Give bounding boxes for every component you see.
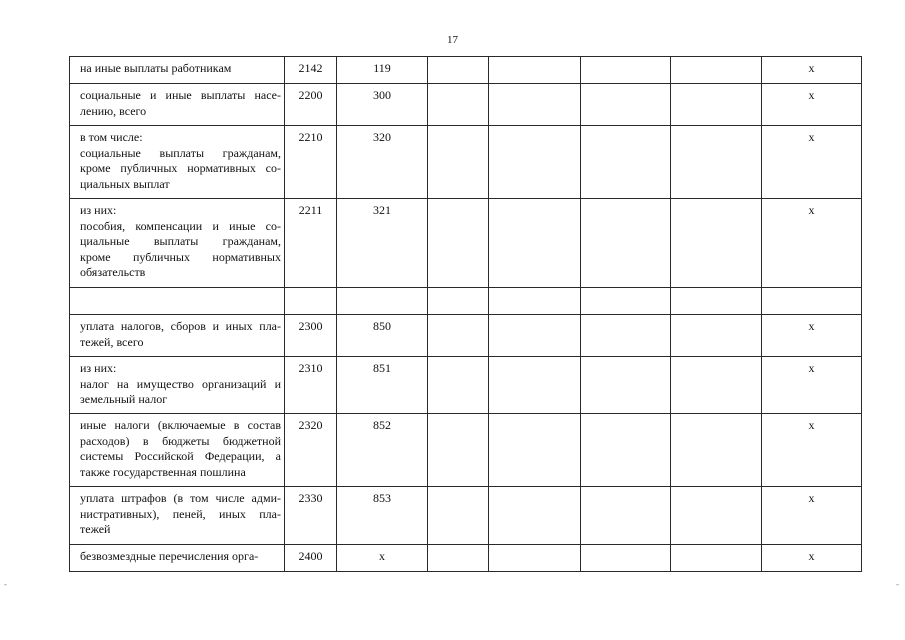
- empty-cell: [581, 84, 671, 126]
- table-row: [70, 545, 862, 572]
- empty-cell: [671, 126, 762, 199]
- empty-cell: [489, 57, 581, 84]
- row-code: 2310: [285, 357, 337, 414]
- empty-cell: [581, 57, 671, 84]
- empty-cell: [428, 357, 489, 414]
- row-last-column: х: [762, 357, 862, 414]
- table-row: [70, 199, 862, 288]
- row-description: [70, 126, 285, 199]
- description-line: в том числе:: [80, 130, 143, 144]
- empty-cell: [581, 288, 671, 315]
- empty-cell: [671, 199, 762, 288]
- description-line: налог на имущество организаций и: [80, 376, 281, 391]
- row-description: [70, 199, 285, 288]
- table-body: [70, 57, 862, 572]
- empty-cell: [581, 545, 671, 572]
- row-code: 2211: [285, 199, 337, 288]
- description-line: безвозмездные перечисления орга-: [80, 549, 259, 563]
- description-line: расходов) в бюджеты бюджетной: [80, 433, 281, 448]
- empty-cell: [581, 414, 671, 487]
- empty-cell: [581, 126, 671, 199]
- row-last-column: х: [762, 84, 862, 126]
- row-description: [70, 545, 285, 572]
- empty-cell: [489, 126, 581, 199]
- empty-cell: [671, 357, 762, 414]
- empty-cell: [671, 288, 762, 315]
- row-expense-code: 300: [337, 84, 428, 126]
- empty-cell: [489, 199, 581, 288]
- empty-cell: [489, 545, 581, 572]
- empty-cell: [428, 414, 489, 487]
- description-line: обязательств: [80, 265, 146, 279]
- left-edge-mark: -: [4, 579, 7, 589]
- row-last-column: х: [762, 545, 862, 572]
- row-description: [70, 487, 285, 545]
- table-row: [70, 414, 862, 487]
- description-line: тежей, всего: [80, 334, 144, 349]
- row-last-column: х: [762, 57, 862, 84]
- empty-cell: [671, 414, 762, 487]
- row-code: 2330: [285, 487, 337, 545]
- description-line: кроме публичных нормативных со-: [80, 161, 281, 175]
- description-line: из них:: [80, 203, 117, 217]
- empty-cell: [489, 487, 581, 545]
- row-expense-code: 852: [337, 414, 428, 487]
- description-line: земельный налог: [80, 392, 168, 406]
- right-edge-mark: -: [896, 579, 899, 589]
- row-code: 2210: [285, 126, 337, 199]
- empty-cell: [428, 57, 489, 84]
- empty-cell: [671, 57, 762, 84]
- empty-cell: [428, 84, 489, 126]
- description-line: уплата штрафов (в том числе адми-: [80, 491, 281, 505]
- row-code: [285, 288, 337, 315]
- row-code: 2142: [285, 57, 337, 84]
- description-line: уплата налогов, сборов и иных пла-: [80, 319, 281, 333]
- row-expense-code: 853: [337, 487, 428, 545]
- row-expense-code: 119: [337, 57, 428, 84]
- empty-cell: [489, 414, 581, 487]
- row-description: [70, 414, 285, 487]
- empty-cell: [671, 545, 762, 572]
- empty-cell: [581, 315, 671, 357]
- empty-cell: [489, 357, 581, 414]
- description-line: также государственная пошлина: [80, 464, 246, 479]
- description-line: кроме публичных нормативных: [80, 249, 281, 264]
- row-code: 2200: [285, 84, 337, 126]
- table-row: [70, 315, 862, 357]
- empty-cell: [428, 126, 489, 199]
- row-code: 2300: [285, 315, 337, 357]
- description-line: на иные выплаты работникам: [80, 61, 232, 75]
- description-line: циальных выплат: [80, 176, 170, 191]
- row-last-column: х: [762, 199, 862, 288]
- row-last-column: х: [762, 126, 862, 199]
- description-line: социальные выплаты гражданам,: [80, 145, 281, 160]
- table-row: [70, 126, 862, 199]
- row-expense-code: х: [337, 545, 428, 572]
- row-description: [70, 57, 285, 84]
- empty-cell: [428, 545, 489, 572]
- description-line: лению, всего: [80, 103, 147, 118]
- empty-cell: [489, 288, 581, 315]
- empty-cell: [428, 315, 489, 357]
- description-line: социальные и иные выплаты насе-: [80, 88, 281, 102]
- description-line: иные налоги (включаемые в состав: [80, 418, 281, 432]
- page-number: 17: [447, 34, 458, 46]
- empty-cell: [671, 315, 762, 357]
- table-row: [70, 487, 862, 545]
- row-description: [70, 315, 285, 357]
- budget-table: [69, 56, 862, 572]
- empty-cell: [671, 84, 762, 126]
- row-expense-code: 850: [337, 315, 428, 357]
- empty-cell: [489, 315, 581, 357]
- description-line: нистративных), пеней, иных пла-: [80, 506, 281, 521]
- row-description: [70, 288, 285, 315]
- row-expense-code: 851: [337, 357, 428, 414]
- table-row: [70, 357, 862, 414]
- empty-cell: [581, 199, 671, 288]
- description-line: системы Российской Федерации, а: [80, 449, 281, 463]
- empty-cell: [428, 199, 489, 288]
- description-line: циальные выплаты гражданам,: [80, 234, 281, 248]
- row-last-column: х: [762, 487, 862, 545]
- row-description: [70, 357, 285, 414]
- description-line: пособия, компенсации и иные со-: [80, 218, 281, 233]
- row-description: [70, 84, 285, 126]
- row-last-column: [762, 288, 862, 315]
- empty-cell: [581, 357, 671, 414]
- description-line: тежей: [80, 522, 111, 536]
- description-line: из них:: [80, 361, 117, 375]
- row-expense-code: 321: [337, 199, 428, 288]
- empty-cell: [428, 288, 489, 315]
- empty-cell: [581, 487, 671, 545]
- empty-cell: [428, 487, 489, 545]
- table-row: [70, 288, 862, 315]
- table-row: [70, 84, 862, 126]
- row-code: 2400: [285, 545, 337, 572]
- table-row: [70, 57, 862, 84]
- empty-cell: [489, 84, 581, 126]
- row-last-column: х: [762, 414, 862, 487]
- row-expense-code: 320: [337, 126, 428, 199]
- empty-cell: [671, 487, 762, 545]
- row-expense-code: [337, 288, 428, 315]
- row-code: 2320: [285, 414, 337, 487]
- row-last-column: х: [762, 315, 862, 357]
